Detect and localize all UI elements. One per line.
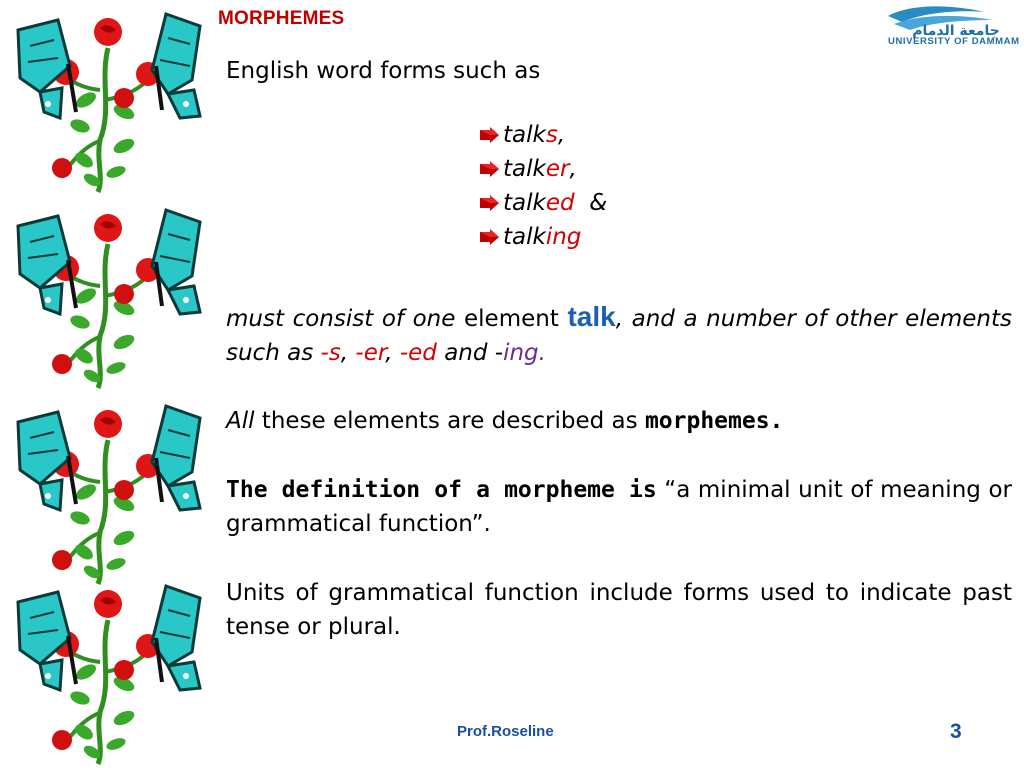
butterfly-rose-decoration-3 <box>0 392 215 588</box>
word-forms-list <box>478 118 607 254</box>
list-item: talk ing <box>478 220 607 254</box>
slide-title: MORPHEMES <box>218 8 345 29</box>
logo-arabic-text: جامعة الدمام <box>912 23 1000 39</box>
page-number: 3 <box>950 720 962 743</box>
arrow-bullet-icon <box>478 161 500 177</box>
footer-author: Prof.Roseline <box>457 723 554 740</box>
paragraph-all-elements: All these elements are described as morphemes. <box>226 408 784 434</box>
list-item: talk s , <box>478 118 607 152</box>
list-item: talk ed & <box>478 186 607 220</box>
arrow-bullet-icon <box>478 229 500 245</box>
paragraph-morpheme-elements: must consist of one element talk, and a number of other elements such as -s, -er, -ed and -ing. <box>226 301 1013 366</box>
arrow-bullet-icon <box>478 127 500 143</box>
butterfly-rose-decoration-4 <box>0 572 215 768</box>
logo-english-text: UNIVERSITY OF DAMMAM <box>888 36 1020 47</box>
list-item: talk er , <box>478 152 607 186</box>
paragraph-grammatical-units: Units of grammatical function include forms used to indicate past tense or plural. <box>226 580 1012 640</box>
butterfly-rose-decoration-2 <box>0 196 215 392</box>
arrow-bullet-icon <box>478 195 500 211</box>
butterfly-rose-decoration-1 <box>0 0 215 196</box>
paragraph-definition: The definition of a morpheme is “a minimal unit of meaning or grammatical function”. <box>226 477 1012 537</box>
intro-text: English word forms such as <box>226 58 541 84</box>
